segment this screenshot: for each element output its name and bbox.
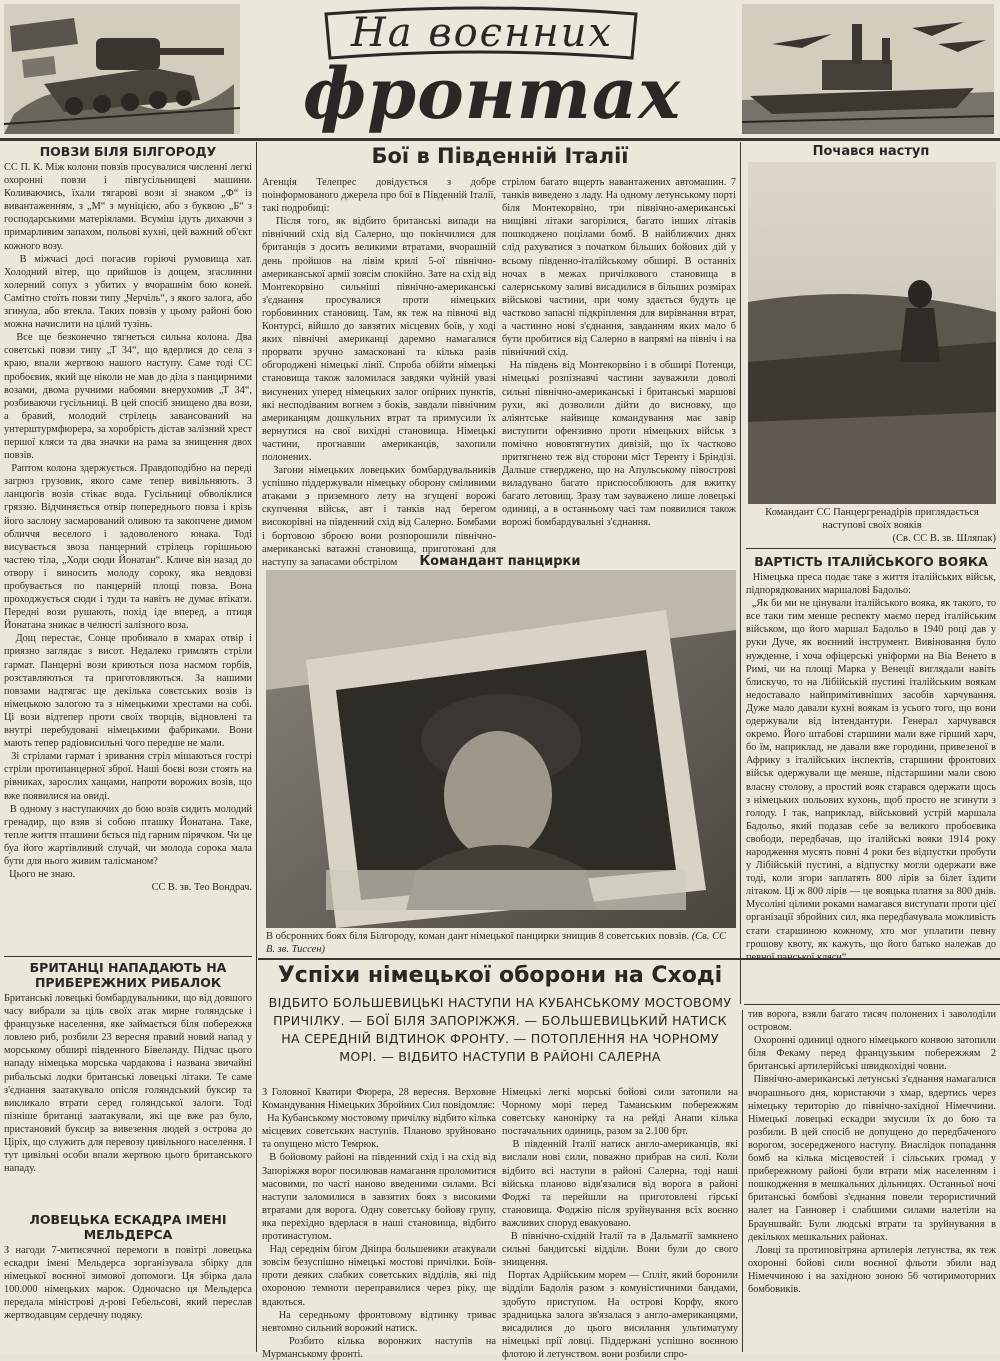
article-title: БРИТАНЦІ НАПАДАЮТЬ НА ПРИБЕРЕЖНИХ РИБАЛОК bbox=[29, 960, 227, 990]
caption-text: Командант СС Панцергренадірів приглядається наступові своїх вояків bbox=[765, 507, 979, 531]
lower-section-rule bbox=[258, 958, 1000, 960]
article-moelders-squadron bbox=[4, 1212, 255, 1323]
column-rule-lower bbox=[742, 1010, 743, 1352]
photo-caption bbox=[748, 506, 996, 545]
eastern-article-col-c: тив ворога, взяли багато тисяч полонених і заволоділи островом. Охоронні одиниці одного німецького конвою затопили біля Фекаму перед французьким побережжям 2 британські артилерійські швидкохідні човни. Північно-американські летунські з'єднання намагалися вчорашнього дня, користаючи з хмар, вдертись через німецьку територію до північно-західної Німеччини. Німецькі ловецькі ескадри змусили їх до бою та розбили. В цей спосіб не допущено до передбаченого ворогом, зосередженого наступу. Внаслідок попадання бомб на кілька місцевостей і сільських громад у прибережному районі були втрати між населенням і пошкодження в мешкальних дільницях. Останньої ночі британські бомбові з'єднання повели терористичний налет на Ганновер і слабшими силами налетіли на Брауншвайг. Були людські втрати та зруйнування в декількох мешкальних районах. Ловці та протиповітряна артилерія летунства, як теж охоронні бойові сили воєнної фльоти збили над Німеччиною і на західною зоною 56 чотиримоторних бомбовиків. bbox=[748, 1009, 997, 1295]
article-tanks-near-belgorod bbox=[4, 144, 252, 894]
masthead-rule bbox=[0, 138, 1000, 141]
article-title: ВАРТІСТЬ ІТАЛІЙСЬКОГО ВОЯКА bbox=[754, 554, 988, 569]
caption-credit: (Св. СС В. зв. Тиссен) bbox=[266, 931, 727, 955]
eastern-article-col-b: Німецькі легкі морські бойові сили затопили на Чорному морі перед Таманським побережжям советську канонірку та на рейді Анапи кілька постачальних одиниць, разом за 2.100 брт. В південній Італії натиск англо-американців, які вислали нові сили, поважно прибрав на силі. Коли відбито всі наступи в районі Салерна, тоді наші війська планово відв'язалися від ворога в районі Фоджі та перейшли на приготовлені гірські становища. Фоджію після зруйнування всіх воєнно важливих споруд евакуовано. В північно-східній Італії та в Дальматії замкнено сильні бандитські відділи. Вони були до свого знищення. Портах Адрійським морем — Спліт, який боронили відділи Бадолія разом з комуністичними бандами, здобуто приступом. На острові Корфу, якого зрадницька залога зв'язалася з англо-американцями, висадилися до цього висилання ультиматуму німецькі прії ловці. Піддержані успішно воєнною флотою й летунством. вони розбили спро- bbox=[502, 1087, 738, 1360]
article-british-attack-fishermen bbox=[4, 960, 255, 1175]
article-italian-soldier-value bbox=[746, 554, 996, 964]
headline-southern-italy: Бої в Південній Італії bbox=[371, 144, 629, 168]
eastern-article-col-a: З Головної Кватири Фюрера, 28 вересня. Верховне Командування Німецьких Збройних Сил повідомляє: На Кубанському мостовому причілку відбито кілька місцевих советських наступів. Планово зруйновано та опущено місто Темрюк. В бойовому районі на південний схід і на схід від Запоріжжя ворог посилював намагання проломитися масовими, по часті наново введеними силами. Всі наступи заломилися в завзятих боях з високими втратами для ворога. Одну советську бойову групу, яка перехідно вдерлася в наші становища, відбито протинаступом. Над середнім бігом Дніпра большевики атакували зовсім безуспішно німецькі мостові причілки. Боїв-проти деяких слабких советських відділів, які під охороною темноти переправилися через ріку, ще вдаються. На середньому фронтовому відтинку триває невтомно сильний ворожий натиск. Розбито кілька воронжих наступів на Мурманському фронті. bbox=[262, 1087, 496, 1360]
article-title: ПОВЗИ БІЛЯ БІЛГОРОДУ bbox=[39, 144, 217, 159]
article-title: ЛОВЕЦЬКА ЕСКАДРА ІМЕНІ МЕЛЬДЕРСА bbox=[29, 1212, 227, 1242]
column-rule-right bbox=[740, 142, 741, 1004]
photo-title: Командант панцирки bbox=[419, 554, 581, 569]
caption-text: В обсронних боях біля Білгороду, коман дант німецької панцирки знищив 8 советських повзів. bbox=[266, 931, 690, 942]
photo-field-commander bbox=[748, 162, 996, 504]
subhead-eastern-front: ВІДБИТО БОЛЬШЕВИЦЬКІ НАСТУПИ НА КУБАНСЬКОМУ МОСТОВОМУ ПРИЧІЛКУ. — БОЇ БІЛЯ ЗАПОРІЖЖЯ. — БОЛЬШЕВИЦЬКИЙ НАТИСК НА СЕРЕДНІЙ ВІДТИНОК ФРОНТУ. — ПОТОПЛЕННЯ НА ЧОРНОМУ МОРІ. — ВІДБИТО НАСТУПИ В РАЙОНІ САЛЕРНА bbox=[268, 995, 732, 1064]
column-divider bbox=[744, 1004, 1000, 1005]
caption-credit: (Св. СС В. зв. Шляпак) bbox=[892, 533, 996, 544]
column-divider bbox=[4, 956, 252, 957]
article-body: Німецька преса подає таке з життя італійських військ, підпорядкованих маршалові Бадольо: „Як би ми не цінували італійського вояка, як такого, то все таки тим менше респекту маємо перед італійським військом, що його маршал Бадольо в 1940 році дав у руки Дуче, як воєнний інструмент. Вивіновання було нужденне, і хоча офіцерські уніформи на Віа Венето в Римі, чи на площі Марка у Венеції виглядали навіть блискучо, то на Лібійській пустині італійським воякам недоставало найпримітивніших засобів харчування. Дуже мало давали кухні воякам із усього того, що вони одержували від інтендантури. Генерал харчувався окремо. Його штабові старшини мали вже гірший харч, бо їм, наприклад, не давали вже городини, привезеної в Африку з італійських інспектів, старшини фронтових військ одержували ще менше, підстаршини мали свою власну столову, а простий вояк старався одержати щось з німецьких польових кухонь, щоб просто не згинути з голоду. І так, наприклад, військовий устрій маршала Бадольо, який подазав себе за великого пробоєвика свободи, передбачав, що італійські вояки 1914 року народження мусять повні 4 роки без відпустки пробути у Лібійській пустині, а відпустку могли одержати вже тоді, коли згори заплатять 800 лірів за білет їздити літаком. Ці ж 800 лірів — це вояцька платня за 800 днів. Мусоліні цілими роками намагався виступати проти цієї організації збройних сил, яка передбачувала можливість стати старшиною кожному, хто мог уплатити певну грошову квоту, як кажуть, що його батько належав до bbox=[746, 572, 997, 950]
warship-illustration bbox=[742, 4, 994, 134]
article-body: СС П. К. Між колони повзів просувалися численні легкі охоронні повзи і півгусільнищеві машини. Коливаючись, їхали тягарові вози зі знаком „Ф“ із вивантаженням, з „М“ з муніцією, або з буквою „Б“ з господарськими матеріялами. Всуміш ідуть дихаючи з примарливим запахом, польові кухні, цей важний об'єкт кожного возу. В міжчасі досі погасив горіючі румовища хат. Холодний вітер, що прийшов із дощем, згаслинни холерний сопух з убитих у вчорашнім бою коней. Самітно стоїть повзи типу „Черчіль“, з якого залога, або згинула, або втекла. Таких повзів у цьому районі бою можна начислити на цілий тузінь. Все ще безконечно тягнеться сильна колона. Два советські повзи типу „Т 34“, що вдерлися до села з краю, впали жертвою нашого наступу. Саме тоді СС пробоєвик, який ще ніколи не мав до діла з панцирними возами, двома ручними набоями внерухомив „Т 34“, розбиваючи гусільниці. В цей спосіб знищено два вози, а бравий, молодий стрілець завансований на унтерштурмфюрера, за хоробрість дістав залізний хрест першої кляси та два значки на рама за знищення двох повзів. Раптом колона здержується. Правдоподібно на переді загрюз грузовик, якого саме тепер вивільняють. З ланцюгів возів стікає вода. Гусільниці обволіклися гряззю. Відчиняється отвір попереднього повза і крізь його заслону засмарований оливою та закопчене димом обличчя веселого і задоволеного юнака. Тоді висувається звоза панцерний стрілець горішньою частею тіла, „Ходи сюди Йонатан“. Кличе він назад до отвору і виносить молоду сороку, яка невдовзі пробувається по панцерній площі повза. Вона проходжується сюди і туди та навіть не думає втікати. Передні вози рушають, похід іде вперед, а птиця Йонатана зникає в челюсті залізного воза. Дощ перестає, Сонце пробивало в хмарах отвір і приязно заглядає з висот. Недалеко гримлять стріли гармат. Панцерні вози криються поза насмом горбів, розставляються та приготовляються. За нашими повзами надтягає ще декілька совєтських возів із німецькою залогою та з німецькими хрестами на собі. Ці вози відтепер проти своїх творців, відновлені та внутрі перебудовані німецькими фабриками. Вони мають тепер радіовисильні чого передше не мали. Зі стрілами гармат і зривання стріл мішаються гострі стріли протипанцерної зброї. Наші боєві вози стоять на рівниках, зарослих хащами, напроти ворожих возів, що вже появилися на овиді. В одному з наступаючих до бою возів сидить молодий гренадир, що взяв зі собою пташку Йонатана. Таке, тепле життя пташини бється під гарним пірячком. Чи це буа його жартівливий случай, чи молода сорока мала бути для нього живим талісманом? Цього не знаю. bbox=[4, 162, 252, 881]
article-byline: СС В. зв. Тео Вондрач. bbox=[151, 882, 252, 894]
italy-article-col-b: стрілом багато вщерть навантажених автомашин. 7 танків виведено з ладу. На одному летунському порті біля Монтекорвіно, три північно-американські нищівні літаки загорілися, багато інших літаків пошкоджено поцілами бомб. В найближчих днях слід рахуватися з початком більших бойових дій у всьому південно-італійському обширі. В останніх ночах в межах причілкового становища в салернському заливі висадилися в більших розмірах військові частини, при чому здається будуть це частково запасні підкріплення для вирівнання втрат, а частинно нові з'єднання, завданням яких мало б бути пробитися від Салерно в напрямі на північ і на північний схід. На південь від Монтекорвіно і в обширі Потенци, німецькі розпізнавчі частини зауважили доволі сильні північно-американські і британські маршові рухи, які дозволили дійти до висновку, що аліянтське найвище командування має завір виступити офензивно проти німецьких військ з помічно нововтягнутих дивізій, що їх частково притягнено теж від сторони міст Теренту і Бріндізі. Дальше стверджено, що на Апульському півострові виладувано багато приспособлюють для вжитку багато летовищ. Зразу там зауважено лише ловецькі одиниці, а в останньому часі там появилися також ворожі бомбардувальні з'єднання. bbox=[502, 177, 736, 529]
column-rule-left bbox=[256, 142, 257, 1352]
masthead-top-line: На воєнних bbox=[350, 10, 614, 56]
tank-illustration bbox=[4, 4, 240, 134]
article-title-attack-began: Почався наступ bbox=[812, 144, 930, 159]
masthead-title: фронтах bbox=[303, 52, 681, 135]
article-body: З нагоди 7-митисячної перемоги в повітрі ловецька ескадри імені Мельдерса зорганізувала збірку для німецької воєнної зимової допомоги. Ця збірка дала 100.000 німецьких марок. Одночасно ця Мельдерса передала міністрові д-рові Гебельсові, який переслав жертводавцям сердечну подяку. bbox=[4, 1245, 255, 1322]
photo-caption bbox=[266, 930, 736, 956]
column-divider bbox=[746, 548, 996, 549]
photo-tank-commander bbox=[266, 570, 736, 928]
italy-article-col-a: Агенція Телепрес довідується з добре поінформованого джерела про бої в Південній Італії, такі подробиці: Після того, як відбито британські випади на північний схід від Салерно, що покінчилися для британців з досить великими втратами, вчорашній день пройшов на лівім крилі 5-ої північно-американської армії зовсім спокійно. Зате на схід від Монтекорвіно сильніші північно-американські з'єднання просувалися проти німецьких горбовинних становищ. Там, як теж на півночі від Контурсі, війшло до завзятих місцевих боїв, у ході яких північні американці даремно намагалися прорвати зручно замасковані та кілька разів обгороджені німецькі лінії. Спроба обійти німецькі становища також заломилася завдяки чуйній увазі висунених уперед німецьких залог опірних пунктів, які несподіваним вогнем з боків, завдали північним американцям дошкульних втрат та примусили їх вернутися на свої вихідні становища. Німецькі частини, прогнавши американців, захопили полонених. Загони німецьких ловецьких бомбардувальників успішно піддержували німецьку оборону сміливими атаками з приземного лету на згущені ворожі скупчення військ, авт і танків над берегом високорівні на південний схід від Салерно. Бомбами і бортовою зброєю вони розпорошили північно-американські ватажні становища, приготовані для наступу за запасами обстрілом bbox=[262, 177, 496, 568]
headline-eastern-front: Успіхи німецької оборони на Сході bbox=[277, 963, 723, 988]
article-body: Британські ловецькі бомбардувальники, що від довшого часу вибрали за ціль своїх атак мирне голяндське і французьке населення, яке займається біля побережжя ловлею риб, розбили 23 вересня правий новий напад у морському обширі південного Бівеланду. Підчас цього нападу німецька морська чардакова і названа звичайні рибальські лодки британські ловецькі літаки. Те саме з'єднання заатакувало опісля голяндський буксир та викликало втрати серед голяндської залоги. Тоді пізніше британці заатакували, які ще вже раз було, пристановий буксир за вивезення людей з острова до Ціріх, що служить для перевозу цивільного населення. І тут цивільні особи впали жертвою цього британського нападу. bbox=[4, 993, 255, 1175]
